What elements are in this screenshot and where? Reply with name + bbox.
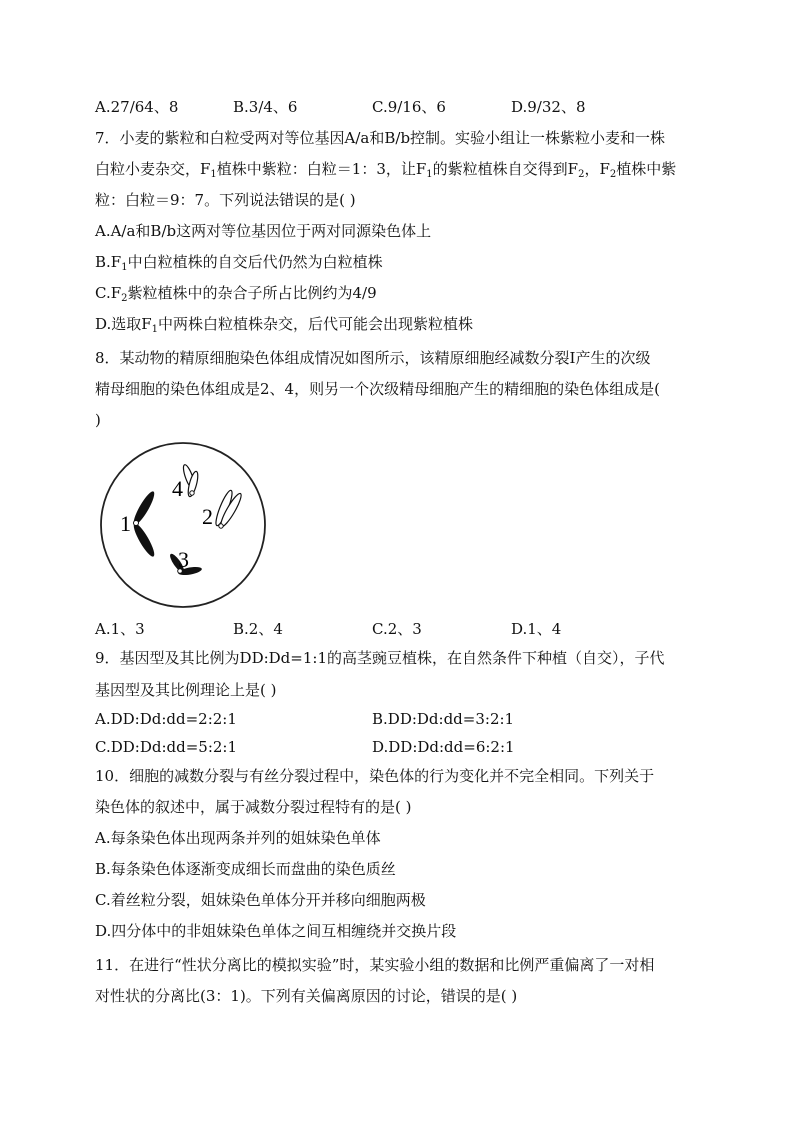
q10-option-b: B.每条染色体逐渐变成细长而盘曲的染色质丝 xyxy=(95,860,396,878)
label-4: 4 xyxy=(172,476,183,501)
chromosome-1 xyxy=(131,489,158,558)
chromosome-2 xyxy=(213,489,244,529)
q6-option-b: B.3/4、6 xyxy=(233,98,298,116)
q8-option-a: A.1、3 xyxy=(95,620,145,638)
q8-stem-line1: 8．某动物的精原细胞染色体组成情况如图所示，该精原细胞经减数分裂Ⅰ产生的次级 xyxy=(95,349,651,367)
q9-option-d: D.DD:Dd:dd=6:2:1 xyxy=(372,738,515,756)
q7-option-d: D.选取$F_1$中两株白粒植株杂交，后代可能会出现紫粒植株 xyxy=(95,315,474,335)
q11-stem-line1: 11．在进行“性状分离比的模拟实验”时，某实验小组的数据和比例严重偏离了一对相 xyxy=(95,956,655,974)
q7-option-b: $B.F_1$中白粒植株的自交后代仍然为白粒植株 xyxy=(95,253,383,273)
q10-option-a: A.每条染色体出现两条并列的姐妹染色单体 xyxy=(95,829,381,847)
q6-option-a: A.27/64、8 xyxy=(95,98,179,116)
q8-stem-line2: 精母细胞的染色体组成是2、4，则另一个次级精母细胞产生的精细胞的染色体组成是( xyxy=(95,380,660,398)
q10-stem-line1: 10．细胞的减数分裂与有丝分裂过程中，染色体的行为变化并不完全相同。下列关于 xyxy=(95,767,655,785)
label-2: 2 xyxy=(202,504,213,529)
q9-option-b: B.DD:Dd:dd=3:2:1 xyxy=(372,710,515,728)
q10-option-d: D.四分体中的非姐妹染色单体之间互相缠绕并交换片段 xyxy=(95,922,457,940)
q8-option-c: C.2、3 xyxy=(372,620,422,638)
q7-stem-line1: 7．小麦的紫粒和白粒受两对等位基因A/a和B/b控制。实验小组让一株紫粒小麦和一株 xyxy=(95,129,666,147)
q9-stem-line1: 9．基因型及其比例为DD:Dd=1:1的高茎豌豆植株，在自然条件下种植（自交），子代 xyxy=(95,649,665,667)
q7-option-c: $C.F_2$紫粒植株中的杂合子所占比例约为4/9 xyxy=(95,284,377,304)
label-1: 1 xyxy=(120,511,131,536)
q8-option-d: D.1、4 xyxy=(511,620,562,638)
q6-option-d: D.9/32、8 xyxy=(511,98,586,116)
q6-option-c: C.9/16、6 xyxy=(372,98,446,116)
q8-option-b: B.2、4 xyxy=(233,620,283,638)
q8-stem-line3: ) xyxy=(95,411,101,429)
q7-stem-line3: 粒：白粒＝9：7。下列说法错误的是( ) xyxy=(95,191,356,209)
chromosome-4 xyxy=(181,464,199,498)
q7-option-a: A.A/a和B/b这两对等位基因位于两对同源染色体上 xyxy=(95,222,432,240)
q9-stem-line2: 基因型及其比例理论上是( ) xyxy=(95,681,277,699)
q10-stem-line2: 染色体的叙述中，属于减数分裂过程特有的是( ) xyxy=(95,798,412,816)
q10-option-c: C.着丝粒分裂，姐妹染色单体分开并移向细胞两极 xyxy=(95,891,426,909)
label-3: 3 xyxy=(178,547,189,572)
q11-stem-line2: 对性状的分离比(3：1)。下列有关偏离原因的讨论，错误的是( ) xyxy=(95,987,518,1005)
q9-option-a: A.DD:Dd:dd=2:2:1 xyxy=(95,710,237,728)
q9-option-c: C.DD:Dd:dd=5:2:1 xyxy=(95,738,238,756)
cell-chromosome-figure xyxy=(98,440,268,610)
q7-stem-line2: 白粒小麦杂交，$F_1$植株中紫粒：白粒＝1：3，让$F_1$的紫粒植株自交得到$F_2$，$F_2$植株中紫 xyxy=(95,160,677,180)
